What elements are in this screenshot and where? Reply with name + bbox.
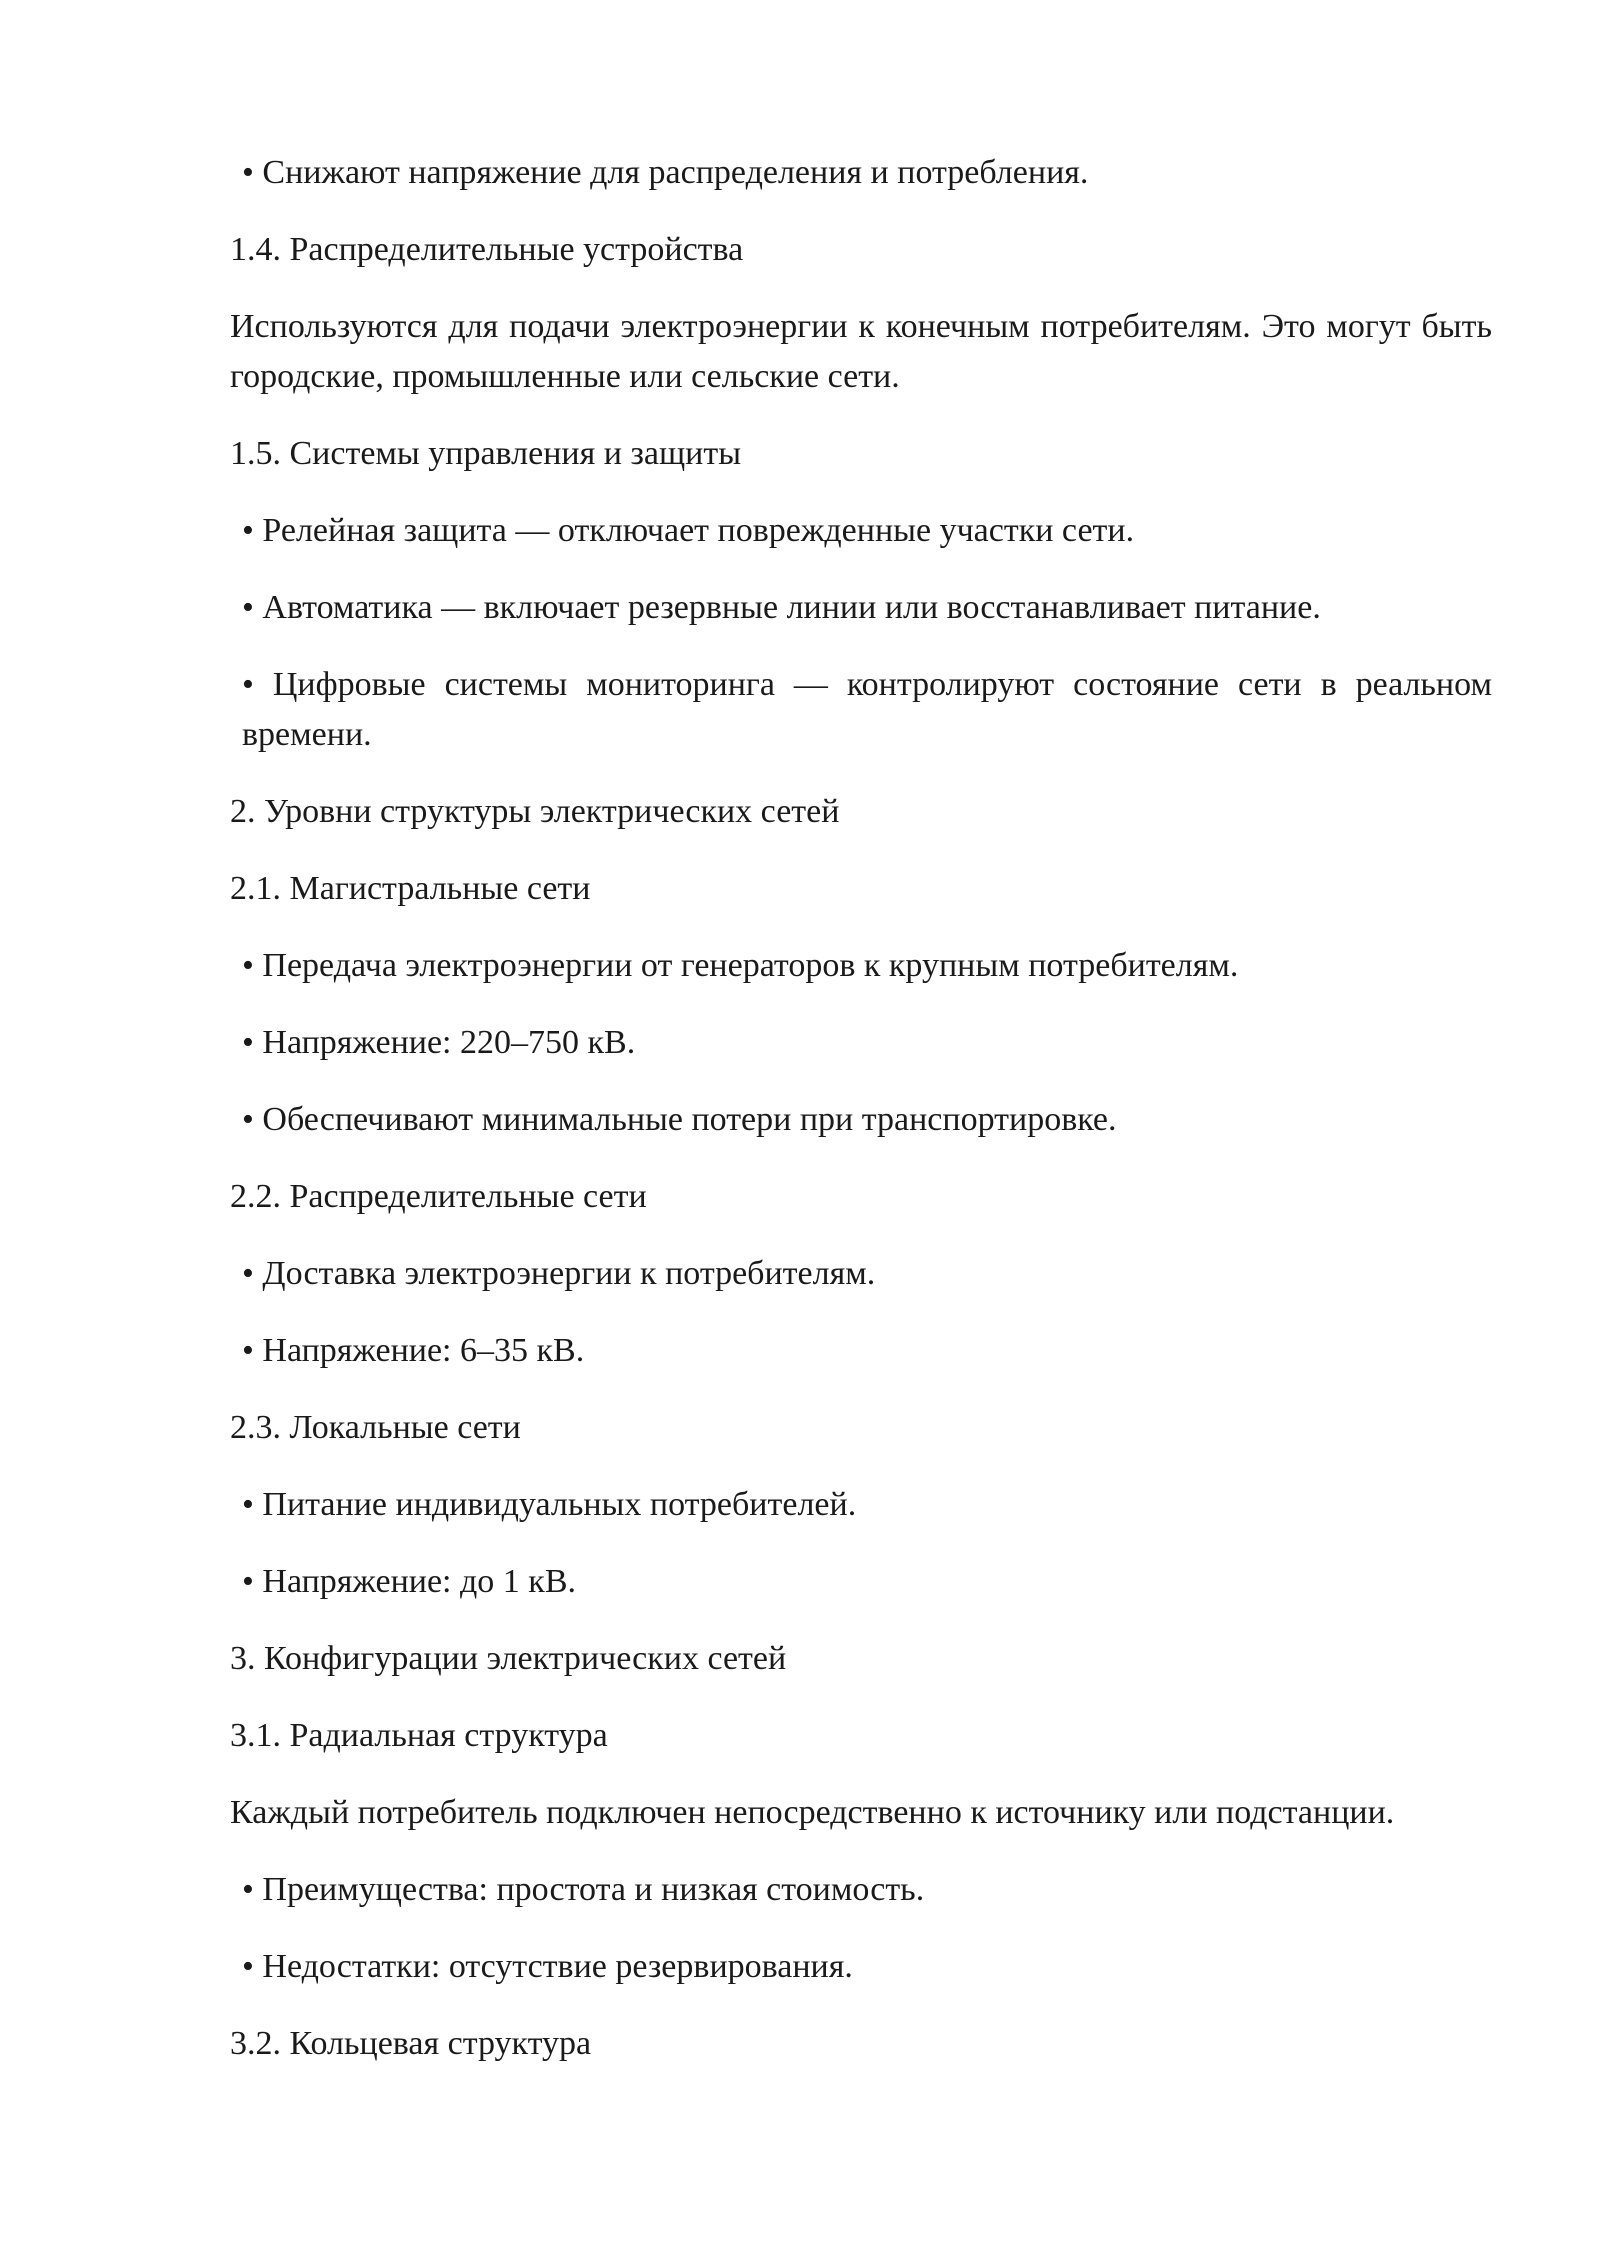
section-heading: 2.2. Распределительные сети bbox=[230, 1178, 647, 1215]
section-heading: 1.4. Распределительные устройства bbox=[230, 231, 744, 268]
bullet-item: • Цифровые системы мониторинга — контролируют состояние сети в реальном времени. bbox=[242, 666, 1492, 753]
bullet-item: • Питание индивидуальных потребителей. bbox=[242, 1486, 857, 1523]
bullet-item: • Преимущества: простота и низкая стоимость. bbox=[242, 1871, 925, 1908]
section-heading: 2. Уровни структуры электрических сетей bbox=[230, 793, 840, 830]
bullet-item: • Доставка электроэнергии к потребителям. bbox=[242, 1255, 876, 1292]
bullet-item: • Напряжение: 220–750 кВ. bbox=[242, 1024, 636, 1061]
bullet-item: • Передача электроэнергии от генераторов к крупным потребителям. bbox=[242, 947, 1239, 984]
body-paragraph: Каждый потребитель подключен непосредственно к источнику или подстанции. bbox=[230, 1794, 1395, 1831]
section-heading: 3.1. Радиальная структура bbox=[230, 1717, 608, 1754]
section-heading: 2.3. Локальные сети bbox=[230, 1409, 521, 1446]
bullet-item: • Релейная защита — отключает поврежденные участки сети. bbox=[242, 512, 1135, 549]
bullet-item: • Недостатки: отсутствие резервирования. bbox=[242, 1948, 853, 1985]
bullet-item: • Снижают напряжение для распределения и потребления. bbox=[242, 154, 1089, 191]
section-heading: 3.2. Кольцевая структура bbox=[230, 2025, 592, 2062]
document-body bbox=[230, 148, 1492, 2096]
section-heading: 2.1. Магистральные сети bbox=[230, 870, 591, 907]
bullet-item: • Напряжение: до 1 кВ. bbox=[242, 1563, 576, 1600]
section-heading: 3. Конфигурации электрических сетей bbox=[230, 1640, 787, 1677]
bullet-item: • Напряжение: 6–35 кВ. bbox=[242, 1332, 585, 1369]
bullet-item: • Обеспечивают минимальные потери при транспортировке. bbox=[242, 1101, 1117, 1138]
bullet-item: • Автоматика — включает резервные линии или восстанавливает питание. bbox=[242, 589, 1321, 626]
body-paragraph: Используются для подачи электроэнергии к конечным потребителям. Это могут быть городские, промышленные или сельские сети. bbox=[230, 308, 1492, 395]
section-heading: 1.5. Системы управления и защиты bbox=[230, 435, 742, 472]
